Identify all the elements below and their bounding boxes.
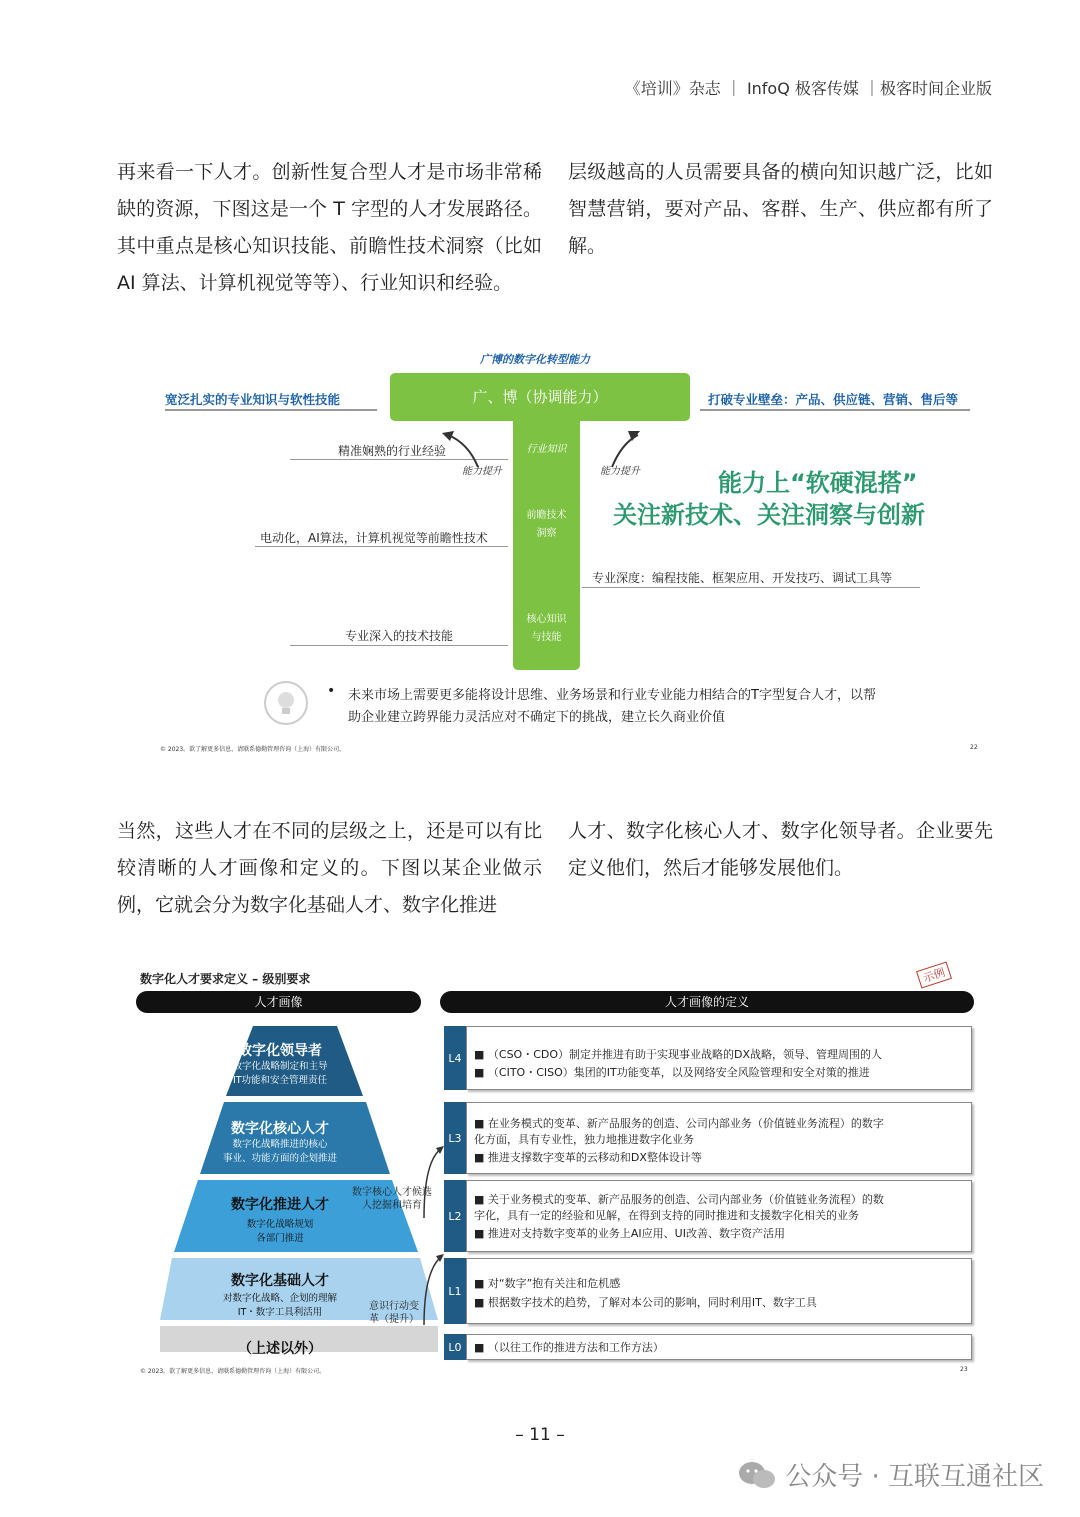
tier-4-sub1: 对数字化战略、企划的理解 (222, 1293, 337, 1304)
paragraph-2-left: 当然，这些人才在不同的层级之上，还是可以有比较清晰的人才画像和定义的。下图以某企业做示例，它就会分为数字化基础人才、数字化推进 (117, 820, 542, 916)
talent-level-figure (130, 960, 980, 1380)
level-tag-l4: L4 (444, 1026, 466, 1090)
slide-page-1: 22 (970, 744, 978, 751)
level-l0-line-1: ■ （以往工作的推进方法和工作方法） (474, 1341, 664, 1354)
headline-line-2: 关注新技术、关注洞察与创新 (613, 501, 925, 529)
level-tag-l3: L3 (444, 1102, 466, 1174)
level-l3-line-3: ■ 推进支撑数字变革的云移动和DX整体设计等 (474, 1151, 702, 1164)
left-label-1: 精准娴熟的行业经验 (338, 444, 447, 458)
paragraph-1-left: 再来看一下人才。创新性复合型人才是市场非常稀缺的资源，下图这是一个 T 字型的人才发展路径。其中重点是核心知识技能、前瞻性技术洞察（比如 AI 算法、计算机视觉等等）、行业知识和经验。 (117, 161, 542, 294)
tier-4-title: 数字化基础人才 (231, 1273, 329, 1289)
right-top-label: 打破专业壁垒：产品、供应链、营销、售后等 (708, 392, 959, 407)
side-note-1: 数字核心人才候选人挖掘和培育 (352, 1187, 432, 1211)
tier-3-sub1: 数字化战略规划 (246, 1219, 314, 1230)
stem-label-foresight: 前瞻技术洞察 (526, 510, 567, 539)
bullet-text: 未来市场上需要更多能将设计思维、业务场景和行业专业能力相结合的T字型复合人才，以帮助企业建立跨界能力灵活应对不确定下的挑战，建立长久商业价值 (348, 688, 876, 725)
bullet-dot: • (327, 683, 336, 699)
level-l1-line-1: ■ 对“数字”抱有关注和危机感 (474, 1277, 621, 1290)
left-label-2: 电动化，AI算法，计算机视觉等前瞻性技术 (260, 531, 488, 545)
example-stamp: 示例 (916, 961, 952, 988)
stem-label-industry: 行业知识 (526, 444, 567, 455)
level-tag-l0: L0 (444, 1334, 466, 1360)
paragraph-1-right: 层级越高的人员需要具备的横向知识越广泛，比如智慧营销，要对产品、客群、生产、供应都有所了解。 (568, 161, 993, 257)
level-l4-line-2: ■ （CITO・CISO）集团的IT功能变革，以及网络安全风险管理和安全对策的推进 (474, 1066, 870, 1079)
right-top-line (700, 409, 970, 411)
paragraph-2-right: 人才、数字化核心人才、数字化领导者。企业要先定义他们，然后才能够发展他们。 (568, 820, 993, 879)
tier-2-sub2: 事业、功能方面的企划推进 (222, 1153, 337, 1164)
left-header-pill: 人才画像 (136, 991, 421, 1013)
stem-label-core: 核心知识与技能 (526, 614, 567, 643)
slide-footer-2: © 2023。欲了解更多信息，请联系德勤管理咨询（上海）有限公司。 (140, 1368, 326, 1375)
tier-1-sub2: IT功能和安全管理责任 (232, 1075, 328, 1086)
left-line-3 (290, 645, 508, 646)
tier-5-title: （上述以外） (238, 1341, 322, 1357)
level-l3-line-1: ■ 在业务模式的变革、新产品服务的创造、公司内部业务（价值链业务流程）的数字 (474, 1117, 884, 1130)
magazine-header: 《培训》杂志 ｜ InfoQ 极客传媒 ｜极客时间企业版 (624, 79, 992, 98)
t-top-caption: 广博的数字化转型能力 (480, 353, 590, 366)
level-l4-line-1: ■ （CSO・CDO）制定并推进有助于实现事业战略的DX战略，领导、管理周围的人 (474, 1048, 883, 1061)
tier-1-sub1: 数字化战略制定和主导 (232, 1061, 328, 1072)
right-depth-label: 专业深度：编程技能、框架应用、开发技巧、调试工具等 (592, 571, 893, 585)
left-line-2 (255, 546, 508, 547)
tier-3-sub2: 各部门推进 (256, 1233, 304, 1244)
left-top-label: 宽泛扎实的专业知识与软性技能 (165, 392, 341, 407)
t-bar-label: 广、博（协调能力） (472, 388, 608, 406)
right-header-pill: 人才画像的定义 (440, 991, 974, 1013)
level-l2-line-1: ■ 关于业务模式的变革、新产品服务的创造、公司内部业务（价值链业务流程）的数 (474, 1193, 884, 1206)
upgrade-arrows-icon (418, 1140, 446, 1330)
left-label-3: 专业深入的技术技能 (345, 629, 454, 643)
level-l1-line-2: ■ 根据数字技术的趋势，了解对本公司的影响，同时利用IT、数字工具 (474, 1296, 817, 1309)
headline-line-1: 能力上“软硬混搭” (718, 469, 918, 497)
level-l2-line-2: 字化，具有一定的经验和见解，在得到支持的同时推进和支援数字化相关的业务 (474, 1209, 859, 1222)
level-l3-line-2: 化方面，具有专业性，独力地推进数字化业务 (474, 1133, 694, 1146)
level-tag-l2: L2 (444, 1180, 466, 1252)
boost-left-label: 能力提升 (462, 466, 502, 477)
boost-right-label: 能力提升 (600, 466, 640, 477)
wechat-icon (737, 1459, 777, 1491)
tier-2-sub1: 数字化战略推进的核心 (232, 1139, 328, 1150)
left-top-line (165, 409, 377, 411)
tier-4-sub2: IT・数字工具利活用 (237, 1307, 323, 1318)
pyramid-title: 数字化人才要求定义 – 级别要求 (140, 972, 311, 986)
level-l2-line-3: ■ 推进对支持数字变革的业务上AI应用、UI改善、数字资产活用 (474, 1227, 785, 1240)
tier-2-title: 数字化核心人才 (231, 1121, 329, 1137)
slide-page-2: 23 (960, 1366, 968, 1373)
watermark (737, 1456, 1044, 1493)
watermark-text: 公众号 · 互联互通社区 (785, 1462, 1044, 1492)
tier-1-title: 数字化领导者 (238, 1043, 322, 1059)
lightbulb-icon (262, 679, 310, 727)
tier-3-title: 数字化推进人才 (231, 1197, 329, 1213)
side-note-2: 意识行动变革（提升） (369, 1301, 419, 1325)
slide-footer-1: © 2023。欲了解更多信息，请联系德勤管理咨询（上海）有限公司。 (160, 746, 346, 753)
boost-arrows-icon (440, 425, 640, 485)
t-shape-talent-figure (150, 345, 985, 760)
right-depth-line (582, 587, 920, 588)
level-tag-l1: L1 (444, 1258, 466, 1324)
page-number: – 11 – (515, 1425, 565, 1445)
